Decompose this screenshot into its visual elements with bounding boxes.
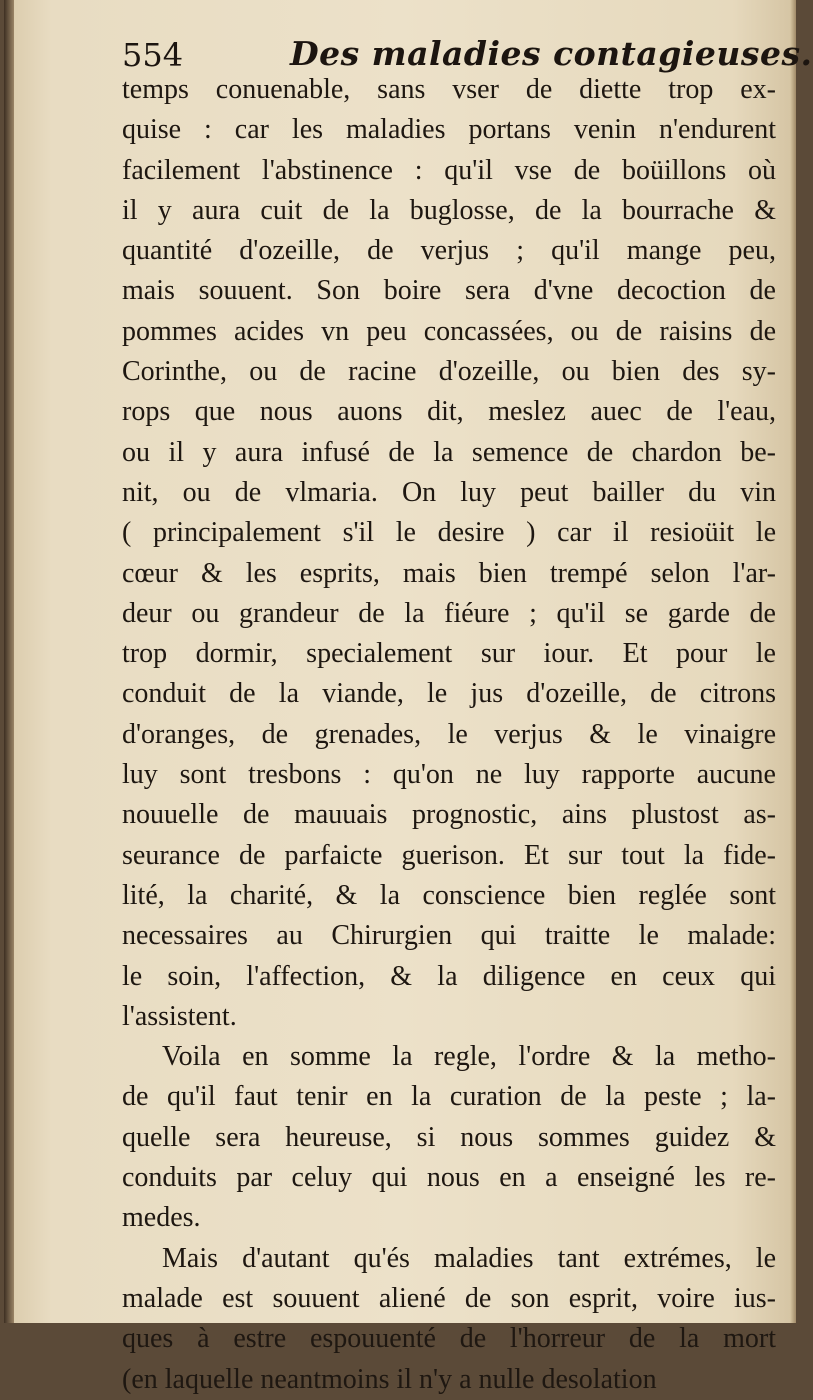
text-line: medes. (122, 1202, 201, 1234)
text-line: quise : car les maladies portans venin n'endurent (122, 114, 776, 146)
text-line: luy sont tresbons : qu'on ne luy rapporte aucune (122, 759, 776, 791)
page-edge (790, 0, 796, 1323)
text-line: conduits par celuy qui nous en a enseigné les re- (122, 1162, 776, 1194)
text-line: necessaires au Chirurgien qui traitte le malade: (122, 920, 776, 952)
text-line: Corinthe, ou de racine d'ozeille, ou bien des sy- (122, 356, 776, 388)
text-line: malade est souuent aliené de son esprit, voire ius- (122, 1282, 776, 1314)
text-line: deur ou grandeur de la fiéure ; qu'il se garde de (122, 597, 776, 629)
book-page (4, 0, 813, 1395)
text-line: Voila en somme la regle, l'ordre & la metho- (162, 1041, 776, 1073)
text-line: il y aura cuit de la buglosse, de la bourrache & (122, 194, 776, 226)
text-line: ( principalement s'il le desire ) car il resioüit le (122, 517, 776, 549)
text-line: nit, ou de vlmaria. On luy peut bailler du vin (122, 476, 776, 508)
text-line: cœur & les esprits, mais bien trempé selon l'ar- (122, 557, 776, 589)
text-line: facilement l'abstinence : qu'il vse de boüillons où (122, 154, 776, 186)
text-line: ou il y aura infusé de la semence de chardon be- (122, 436, 776, 468)
text-line: (en laquelle neantmoins il n'y a nulle desolation (122, 1363, 657, 1395)
text-line: lité, la charité, & la conscience bien reglée sont (122, 879, 776, 911)
text-line: trop dormir, specialement sur iour. Et pour le (122, 638, 776, 670)
text-line: conduit de la viande, le jus d'ozeille, de citrons (122, 678, 776, 710)
text-line: d'oranges, de grenades, le verjus & le vinaigre (122, 718, 776, 750)
text-line: seurance de parfaicte guerison. Et sur tout la fide- (122, 839, 776, 871)
text-line: rops que nous auons dit, meslez auec de l'eau, (122, 396, 776, 428)
text-line: l'assistent. (122, 1000, 237, 1032)
text-line: mais souuent. Son boire sera d'vne decoction de (122, 275, 776, 307)
body-text (122, 70, 776, 1400)
running-title: Des maladies contagieuses. (290, 34, 813, 73)
text-line: quelle sera heureuse, si nous sommes guidez & (122, 1121, 776, 1153)
binding-gutter (4, 0, 14, 1323)
text-line: nouuelle de mauuais prognostic, ains plustost as- (122, 799, 776, 831)
page-number: 554 (122, 36, 184, 74)
text-line: Mais d'autant qu'és maladies tant extrémes, le (162, 1242, 776, 1274)
text-line: temps conuenable, sans vser de diette trop ex- (122, 74, 776, 105)
text-line: le soin, l'affection, & la diligence en ceux qui (122, 960, 776, 992)
text-line: ques à estre espouuenté de l'horreur de la mort (122, 1323, 776, 1355)
text-line: quantité d'ozeille, de verjus ; qu'il mange peu, (122, 235, 776, 267)
text-line: pommes acides vn peu concassées, ou de raisins de (122, 315, 776, 347)
text-line: de qu'il faut tenir en la curation de la peste ; la- (122, 1081, 776, 1113)
